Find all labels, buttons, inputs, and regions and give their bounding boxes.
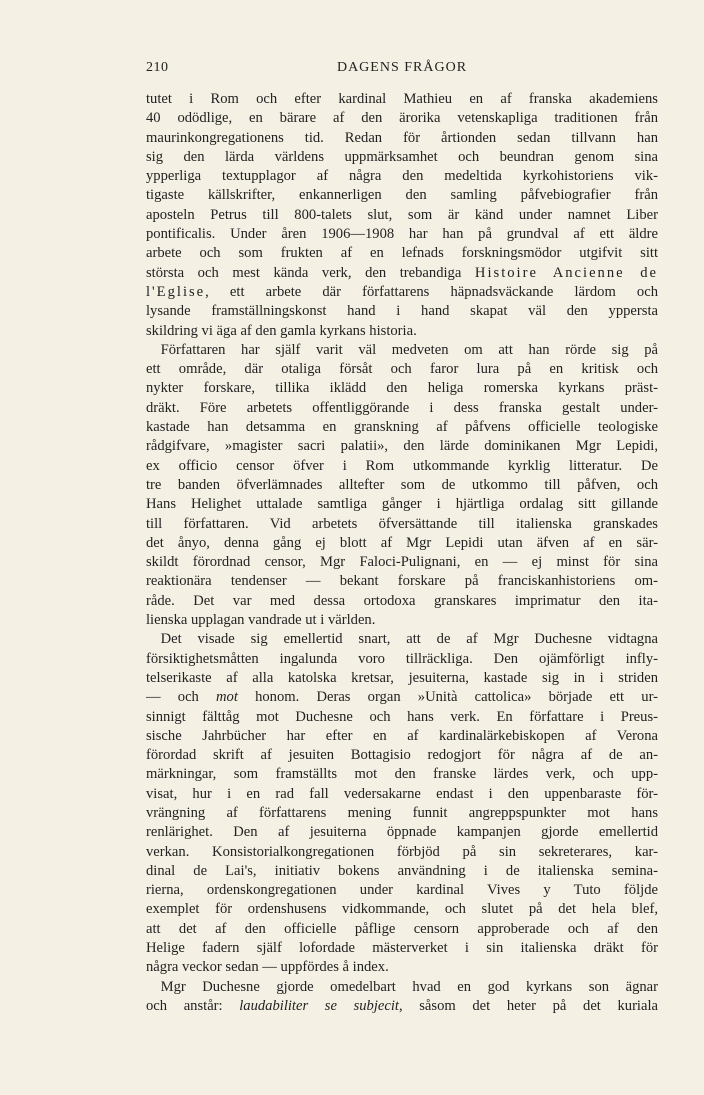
page-header	[146, 60, 658, 80]
text-segment: Det visade sig emellertid snart, att de af Mgr Duchesne vidtagna	[146, 631, 658, 648]
text-line	[146, 186, 658, 205]
text-segment: reaktionära tendenser — bekant forskare på franciskanhistoriens om-	[146, 573, 658, 590]
text-segment: sig den lärda världens uppmärksamhet och beundran genom sina	[146, 148, 658, 165]
text-line	[146, 457, 658, 476]
text-line	[146, 244, 658, 263]
text-line	[146, 264, 658, 283]
text-segment: största och mest kända verk, den trebandiga	[146, 264, 475, 281]
text-segment: Mgr Duchesne gjorde omedelbart hvad en god kyrkans son ägnar	[146, 978, 658, 995]
text-segment: lienska upplagan vandrade ut i världen.	[146, 612, 376, 629]
text-line	[146, 669, 658, 688]
text-segment: dräkt. Före arbetets offentliggörande i dess franska gestalt under-	[146, 399, 658, 416]
text-line	[146, 283, 658, 302]
text-line	[146, 900, 658, 919]
text-segment: aposteln Petrus till 800-talets slut, som är känd under namnet Liber	[146, 206, 658, 223]
spaced-text: Histoire Ancienne de	[474, 264, 658, 281]
text-line	[146, 360, 658, 379]
text-segment: verkan. Konsistorialkongregationen förbjöd på sin sekreterares, kar-	[146, 843, 658, 860]
text-line	[146, 978, 658, 997]
body-text	[146, 90, 658, 1016]
text-line	[146, 727, 658, 746]
text-segment: förordad skrift af jesuiten Bottagisio redogjort för några af de an-	[146, 747, 658, 764]
text-segment: dinal de Lai's, initiativ bokens användning i de italienska semina-	[146, 862, 658, 879]
page-number: 210	[146, 60, 169, 75]
text-segment: ex officio censor öfver i Rom utkommande kyrklig litteratur. De	[146, 457, 658, 474]
italic-text: mot	[216, 689, 238, 706]
text-line	[146, 708, 658, 727]
text-line	[146, 572, 658, 591]
text-segment: rierna, ordenskongregationen under kardinal Vives y Tuto följde	[146, 882, 658, 899]
text-line	[146, 746, 658, 765]
text-line	[146, 630, 658, 649]
text-line	[146, 302, 658, 321]
text-line	[146, 148, 658, 167]
spaced-text: l'Eglise	[146, 283, 206, 300]
text-segment: telserikaste af alla katolska kretsar, jesuiterna, kastade sig in i striden	[146, 669, 658, 686]
text-segment: , såsom det heter på det kuriala	[398, 997, 658, 1014]
text-line	[146, 920, 658, 939]
text-segment: och anstår:	[146, 997, 240, 1014]
text-segment: Helige fadern själf lofordade mästerverket i sin italienska dräkt för	[146, 940, 658, 957]
text-line	[146, 476, 658, 495]
text-line	[146, 997, 658, 1016]
text-segment: tigaste källskrifter, enkannerligen den samling påfvebiografier från	[146, 187, 658, 204]
text-segment: sinnigt fälttåg mot Duchesne och hans verk. En författare i Preus-	[146, 708, 658, 725]
text-segment: kastade han detsamma en granskning af påfvens officielle teologiske	[146, 419, 658, 436]
text-line	[146, 379, 658, 398]
text-line	[146, 167, 658, 186]
text-segment: det ånyo, denna gång ej blott af Mgr Lepidi utan äfven af en sär-	[146, 534, 658, 551]
text-segment: märkningar, som framställts mot den franske lärdes verk, och upp-	[146, 766, 658, 783]
text-segment: 40 odödlige, en bärare af den ärorika vetenskapliga traditionen från	[146, 110, 658, 127]
text-line	[146, 823, 658, 842]
text-segment: arbete och som frukten af en lefnads forskningsmödor utgifvit sitt	[146, 245, 658, 262]
text-segment: ypperliga textupplagor af några den medeltida kyrkohistoriens vik-	[146, 168, 658, 185]
text-segment: rådgifvare, »magister sacri palatii», den lärde dominikanen Mgr Lepidi,	[146, 438, 658, 455]
text-segment: , ett arbete där författarens häpnadsväckande lärdom och	[205, 283, 658, 300]
text-line	[146, 862, 658, 881]
text-line	[146, 553, 658, 572]
text-segment: renlärighet. Den af jesuiterna öppnade kampanjen gjorde emellertid	[146, 824, 658, 841]
text-segment: Författaren har själf varit väl medveten om att han rörde sig på	[146, 341, 658, 358]
text-line	[146, 534, 658, 553]
text-segment: råde. Det var med dessa ortodoxa granskares imprimatur den ita-	[146, 592, 658, 609]
text-segment: försiktighetsmåtten ingalunda voro tillräckliga. Den ojämförligt infly-	[146, 650, 658, 667]
text-line	[146, 939, 658, 958]
text-segment: till författaren. Vid arbetets öfversättande till italienska granskades	[146, 515, 658, 532]
text-segment: Hans Helighet uttalade samtliga gånger i hjärtliga ordalag sitt gillande	[146, 496, 658, 513]
text-line	[146, 843, 658, 862]
text-segment: honom. Deras organ »Unità cattolica» började ett ur-	[237, 689, 658, 706]
text-segment: nykter forskare, tillika iklädd den heliga romerska kyrkans präst-	[146, 380, 658, 397]
text-line	[146, 418, 658, 437]
text-line	[146, 515, 658, 534]
text-segment: exemplet för ordenshusens vidkommande, och slutet på det hela blef,	[146, 901, 658, 918]
text-line	[146, 495, 658, 514]
text-segment: pontificalis. Under åren 1906—1908 har han på grundval af ett äldre	[146, 226, 658, 243]
text-line	[146, 399, 658, 418]
text-line	[146, 958, 658, 977]
text-segment: skildring vi äga af den gamla kyrkans historia.	[146, 322, 417, 339]
text-segment: några veckor sedan — uppfördes å index.	[146, 959, 389, 976]
running-head: DAGENS FRÅGOR	[336, 60, 468, 75]
text-segment: lysande framställningskonst hand i hand skapat väl den yppersta	[146, 303, 658, 320]
text-segment: tutet i Rom och efter kardinal Mathieu en af franska akademiens	[146, 91, 658, 107]
text-line	[146, 225, 658, 244]
text-line	[146, 592, 658, 611]
text-segment: ett område, där otaliga försåt och faror lura på en kritisk och	[146, 361, 658, 378]
text-line	[146, 129, 658, 148]
text-line	[146, 90, 658, 109]
text-line	[146, 688, 658, 707]
text-segment: maurinkongregationens tid. Redan för årtionden sedan tillvann han	[146, 129, 658, 146]
text-line	[146, 322, 658, 341]
text-segment: sische Jahrbücher har efter en af kardinalärkebiskopen af Verona	[146, 727, 658, 744]
text-line	[146, 804, 658, 823]
text-line	[146, 341, 658, 360]
text-segment: visat, hur i en rad fall vedersakarne endast i den uppenbaraste för-	[146, 785, 658, 802]
text-line	[146, 206, 658, 225]
text-segment: skildt förordnad censor, Mgr Faloci-Pulignani, en — ej minst för sina	[146, 554, 658, 571]
text-line	[146, 881, 658, 900]
text-segment: att det af den officielle påflige censorn approberade och af den	[146, 920, 658, 937]
text-line	[146, 765, 658, 784]
text-line	[146, 437, 658, 456]
text-line	[146, 109, 658, 128]
text-segment: vrängning af författarens mening funnit angreppspunkter mot hans	[146, 804, 658, 821]
text-line	[146, 785, 658, 804]
italic-text: laudabiliter se subjecit	[239, 997, 399, 1014]
text-line	[146, 650, 658, 669]
text-line	[146, 611, 658, 630]
text-segment: tre banden öfverlämnades alltefter som de utkommo till påfven, och	[146, 476, 658, 493]
text-segment: — och	[146, 689, 217, 706]
